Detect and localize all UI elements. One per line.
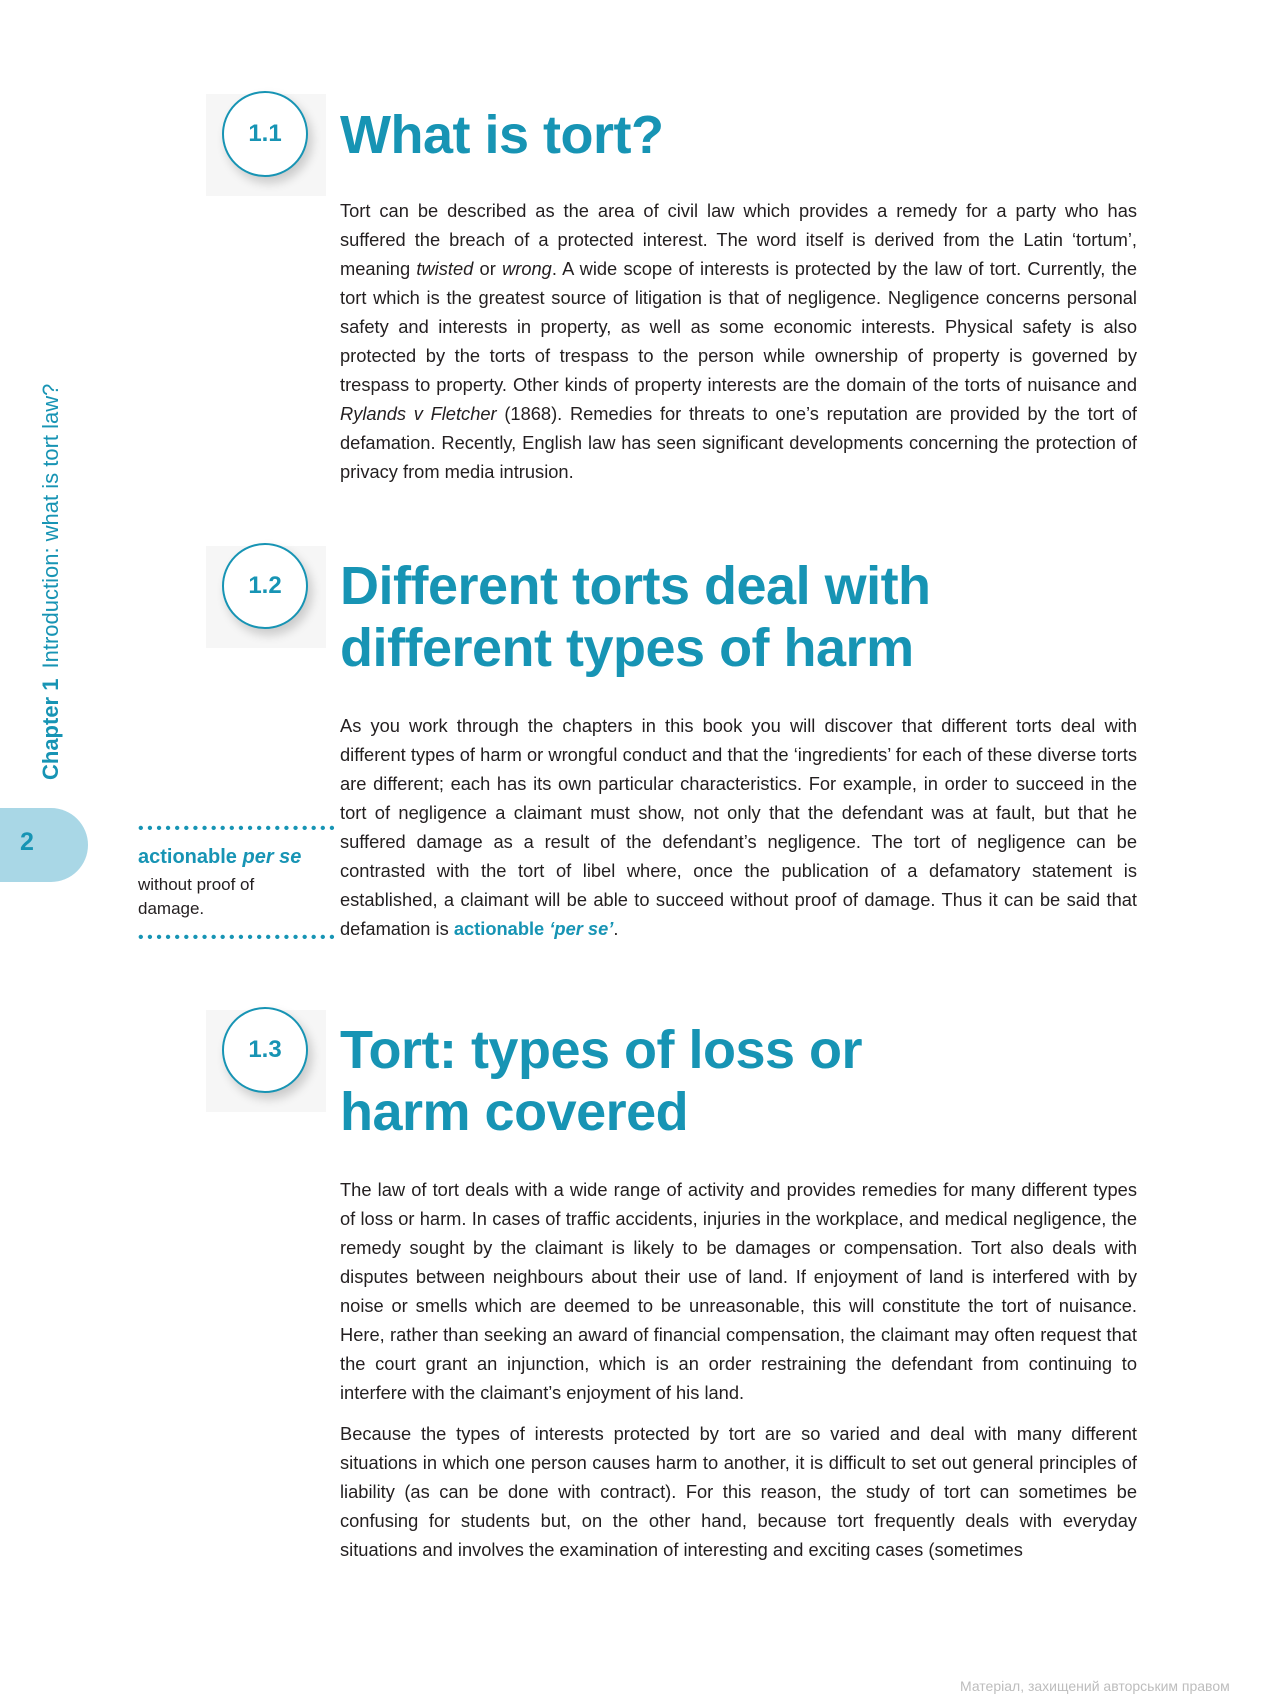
text-run: . A wide scope of interests is protected by the law of tort. Currently, the tort which is the greatest source of litigation is that of negligence. Negligence concerns personal safety and interests in property, as well as some economic interests. Physical safety is also protected by the torts of trespass to the person while ownership of property is governed by trespass to property. Other kinds of property interests are the domain of the torts of nuisance and — [340, 258, 1137, 395]
section-paragraph — [340, 196, 1137, 486]
glossary-note-term-text: actionable — [138, 846, 237, 868]
section-paragraph: Because the types of interests protected by tort are so varied and deal with many different situations in which one person causes harm to another, it is difficult to set out general principles of liability (as can be done with contract). For this reason, the study of tort can sometimes be confusing for students but, on the other hand, because tort frequently deals with everyday situations and involves the examination of interesting and exciting cases (sometimes — [340, 1423, 1137, 1560]
text-run: Tort can be described as the area of civil law which provides a remedy for a party who has suffered the breach of a protected interest. The word itself is derived from the Latin ‘tortum’, meaning — [340, 200, 1137, 279]
chapter-sidebar — [8, 340, 68, 780]
glossary-term-italic: ‘per se’ — [549, 918, 614, 939]
dotted-divider: •••••••••••••••••••••• — [138, 820, 339, 837]
text-run: or — [473, 258, 503, 279]
section-title — [340, 104, 1160, 166]
glossary-note-term-italic: per se — [242, 846, 302, 868]
section-title-text: What is tort? — [340, 105, 664, 165]
glossary-note-term — [138, 846, 318, 869]
italic-text: twisted — [416, 258, 474, 279]
text-run: As you work through the chapters in this book you will discover that different torts deal with different types of harm or wrongful conduct and that the ‘ingredients’ for each of these diverse torts are different; each has its own particular characteristics. For example, in order to succeed in the tort of negligence a claimant must show, not only that the defendant was at fault, but that he suffered damage as a result of the defendant’s negligence. The tort of negligence can be contrasted with the tort of libel where, once the publication of a defamatory statement is established, a claimant will be able to succeed without proof of damage. Thus it can be said that defamation is — [340, 715, 1137, 939]
section-number-badge: 1.3 — [222, 1007, 308, 1093]
italic-text: wrong — [502, 258, 552, 279]
glossary-note-definition: without proof of damage. — [138, 875, 255, 918]
dotted-divider: •••••••••••••••••••••• — [138, 929, 339, 946]
section-title-line: different types of harm — [340, 618, 914, 678]
section-title-line: harm covered — [340, 1082, 689, 1142]
section-number-badge: 1.2 — [222, 543, 308, 629]
margin-glossary-note — [138, 820, 339, 946]
text-run: (1868). Remedies for threats to one’s reputation are provided by the tort of defamation. Recently, English law has seen significant developments concerning the protection of privacy from media intrusion. — [340, 403, 1137, 482]
text-run: . — [613, 918, 619, 939]
chapter-label: Chapter 1 — [38, 678, 63, 780]
page-number: 2 — [20, 828, 34, 856]
copyright-watermark: Матеріал, захищений авторським правом — [960, 1678, 1230, 1694]
section-number-badge: 1.1 — [222, 91, 308, 177]
glossary-term-text: actionable — [453, 918, 545, 939]
chapter-title: Introduction: what is tort law? — [38, 383, 63, 669]
chapter-running-head — [38, 384, 64, 780]
section-paragraph — [340, 711, 1137, 943]
section-title-line: Tort: types of loss or — [340, 1020, 863, 1080]
page-number-tab — [0, 808, 88, 882]
section-title — [340, 1019, 1160, 1143]
section-title-line: Different torts deal with — [340, 556, 931, 616]
glossary-term[interactable] — [454, 918, 614, 939]
case-name: Rylands v Fletcher — [340, 403, 497, 424]
section-title — [340, 555, 1160, 679]
section-paragraph: The law of tort deals with a wide range of activity and provides remedies for many different types of loss or harm. In cases of traffic accidents, injuries in the workplace, and medical negligence, the remedy sought by the claimant is likely to be damages or compensation. Tort also deals with disputes between neighbours about their use of land. If enjoyment of land is interfered with by noise or smells which are deemed to be unreasonable, this will constitute the tort of nuisance. Here, rather than seeking an award of financial compensation, the claimant may often request that the court grant an injunction, which is an order restraining the defendant from continuing to interfere with the claimant’s enjoyment of his land. — [340, 1179, 1137, 1403]
